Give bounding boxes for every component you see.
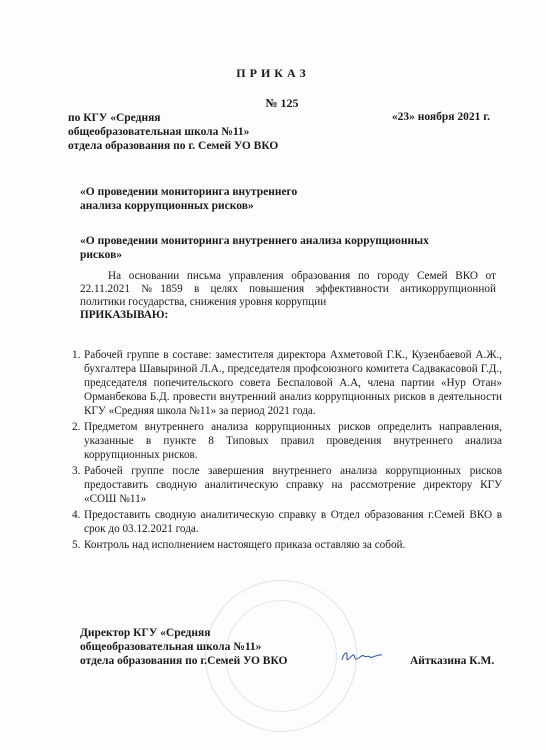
handwritten-signature	[338, 646, 388, 666]
list-item	[72, 508, 502, 536]
item-number: 1.	[72, 349, 81, 361]
subject-2-line-1: «О проведении мониторинга внутреннего анализа коррупционных	[80, 235, 429, 247]
item-number: 5.	[72, 539, 81, 551]
preamble-line-2: 22.11.2021 №1859 в целях повышения эффективности антикоррупционной	[80, 283, 496, 295]
preamble-line-1: На основании письма управления образования по городу Семей ВКО от	[108, 270, 496, 282]
item-text: Рабочей группе в составе: заместителя директора Ахметовой Г.К., Кузенбаевой А.Ж., бухгалтера Шавыриной Л.А., председателя профсоюзного комитета Садвакасовой Г.Д., председателя попечительского совета Беспаловой А.А, члена партии «Нур Отан» Орманбекова Б.Д. провести внутренний анализ коррупционных рисков в деятельности КГУ «Средняя школа №11» за период 2021 года.	[84, 349, 502, 417]
item-text: Контроль над исполнением настоящего приказа оставляю за собой.	[84, 539, 406, 551]
organization-line-2: общеобразовательная школа №11»	[68, 126, 250, 138]
signatory-line-2: общеобразовательная школа №11»	[80, 641, 262, 653]
order-date: «23» ноября 2021 г.	[391, 111, 490, 123]
item-number: 3.	[72, 465, 81, 477]
order-word: ПРИКАЗЫВАЮ:	[80, 309, 169, 321]
item-number: 4.	[72, 509, 81, 521]
organization-line-3: отдела образования по г. Семей УО ВКО	[68, 140, 279, 152]
order-items-list	[72, 348, 502, 554]
item-text: Рабочей группе после завершения внутреннего анализа коррупционных рисков предоставить сводную аналитическую справку на рассмотрение директору КГУ «СОШ №11»	[84, 465, 502, 505]
item-number: 2.	[72, 421, 81, 433]
signatory-name: Айтказина К.М.	[410, 655, 495, 667]
order-number: № 125	[265, 96, 299, 110]
list-item	[72, 420, 502, 462]
signatory-line-1: Директор КГУ «Средняя	[80, 627, 211, 639]
list-item	[72, 538, 502, 552]
subject-2-line-2: рисков»	[80, 249, 123, 261]
subject-1-line-2: анализа коррупционных рисков»	[80, 200, 254, 212]
list-item	[72, 464, 502, 506]
item-text: Предметом внутреннего анализа коррупционных рисков определить направления, указанные в пункте 8 Типовых правил проведения внутреннего анализа коррупционных рисков.	[84, 421, 502, 461]
signatory-line-3: отдела образования по г.Семей УО ВКО	[80, 655, 288, 667]
document-title: ПРИКАЗ	[236, 66, 310, 80]
organization-line-1: по КГУ «Средняя	[68, 112, 161, 124]
preamble-line-3: политики государства, снижения уровня коррупции	[80, 296, 327, 308]
subject-1-line-1: «О проведении мониторинга внутреннего	[80, 186, 298, 198]
list-item	[72, 348, 502, 418]
item-text: Предоставить сводную аналитическую справку в Отдел образования г.Семей ВКО в срок до 03.12.2021 года.	[84, 509, 502, 535]
